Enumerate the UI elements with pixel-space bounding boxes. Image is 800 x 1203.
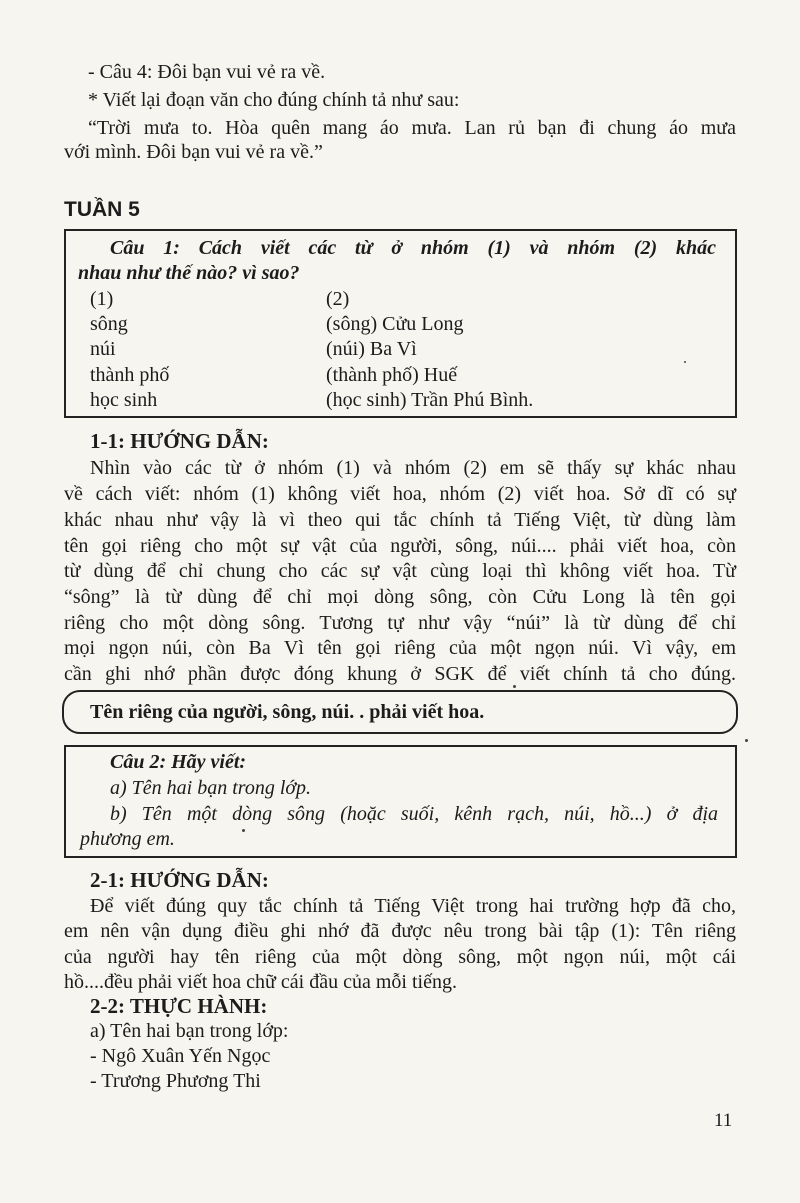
guide-2-line-3: của người hay tên riêng của một dòng sông, một ngọn núi, một cái — [64, 946, 736, 968]
guide-1-line-8: mọi ngọn núi, còn Ba Vì tên gọi riêng của một ngọn núi. Vì vậy, em — [64, 637, 736, 659]
guide-2-line-1: Để viết đúng quy tắc chính tả Tiếng Việt trong hai trường hợp đã cho, — [90, 895, 736, 917]
guide-2-title: 2-1: HƯỚNG DẪN: — [90, 868, 269, 892]
practice-name-1: - Ngô Xuân Yến Ngọc — [90, 1045, 271, 1067]
guide-1-line-5: từ dùng để chỉ chung cho các sự vật cùng loại thì không viết hoa. Từ — [64, 560, 736, 582]
q1-row-1-right: (sông) Cửu Long — [326, 313, 464, 335]
q1-line-2: nhau như thế nào? vì sao? — [78, 262, 300, 284]
q1-col2-header: (2) — [326, 288, 350, 310]
q1-row-3-left: thành phố — [90, 364, 170, 386]
intro-line-1: - Câu 4: Đôi bạn vui vẻ ra về. — [88, 61, 326, 83]
guide-1-line-7: riêng cho một dòng sông. Tương tự như vậy “núi” là từ dùng để chỉ — [64, 612, 736, 634]
q1-row-2-right: (núi) Ba Vì — [326, 338, 417, 360]
guide-1-title: 1-1: HƯỚNG DẪN: — [90, 429, 269, 453]
practice-title: 2-2: THỰC HÀNH: — [90, 994, 268, 1018]
scan-speck — [745, 739, 748, 742]
intro-line-3: “Trời mưa to. Hòa quên mang áo mưa. Lan rủ bạn đi chung áo mưa — [88, 117, 736, 139]
rule-text: Tên riêng của người, sông, núi. . phải viết hoa. — [90, 701, 485, 723]
q1-row-4-left: học sinh — [90, 389, 158, 411]
scan-speck — [684, 361, 686, 363]
q1-row-1-left: sông — [90, 313, 128, 335]
guide-2-line-4: hồ....đều phải viết hoa chữ cái đầu của mỗi tiếng. — [64, 971, 457, 993]
q1-line-1: Câu 1: Cách viết các từ ở nhóm (1) và nhóm (2) khác — [110, 237, 716, 259]
intro-line-4: với mình. Đôi bạn vui vẻ ra về.” — [64, 141, 323, 163]
q2-title: Câu 2: Hãy viết: — [110, 751, 247, 773]
scan-speck — [513, 685, 516, 688]
q2-b-line-2: phương em. — [80, 828, 175, 850]
q1-row-4-right: (học sinh) Trần Phú Bình. — [326, 389, 534, 411]
guide-1-line-2: về cách viết: nhóm (1) không viết hoa, nhóm (2) viết hoa. Sở dĩ có sự — [64, 483, 736, 505]
q1-row-2-left: núi — [90, 338, 116, 360]
q1-row-3-right: (thành phố) Huế — [326, 364, 458, 386]
q2-a: a) Tên hai bạn trong lớp. — [110, 777, 312, 799]
practice-name-2: - Trương Phương Thi — [90, 1070, 261, 1092]
q1-col1-header: (1) — [90, 288, 114, 310]
guide-1-line-6: “sông” là từ dùng để chỉ mọi dòng sông, còn Cửu Long là tên gọi — [64, 586, 736, 608]
q2-b-line-1: b) Tên một dòng sông (hoặc suối, kênh rạch, núi, hồ...) ở địa — [110, 803, 718, 825]
guide-1-line-3: khác nhau như vậy là vì theo qui tắc chính tả Tiếng Việt, từ dùng làm — [64, 509, 736, 531]
scan-speck — [242, 829, 245, 832]
practice-a: a) Tên hai bạn trong lớp: — [90, 1020, 289, 1042]
week-title: TUẦN 5 — [64, 198, 140, 221]
guide-2-line-2: em nên vận dụng điều ghi nhớ đã được nêu trong bài tập (1): Tên riêng — [64, 920, 736, 942]
guide-1-line-1: Nhìn vào các từ ở nhóm (1) và nhóm (2) em sẽ thấy sự khác nhau — [90, 457, 736, 479]
page-number: 11 — [714, 1110, 733, 1131]
intro-line-2: * Viết lại đoạn văn cho đúng chính tả như sau: — [88, 89, 460, 111]
guide-1-line-4: tên gọi riêng cho một sự vật của người, sông, núi.... phải viết hoa, còn — [64, 535, 736, 557]
guide-1-line-9: cần ghi nhớ phần được đóng khung ở SGK để viết chính tả cho đúng. — [64, 663, 736, 685]
